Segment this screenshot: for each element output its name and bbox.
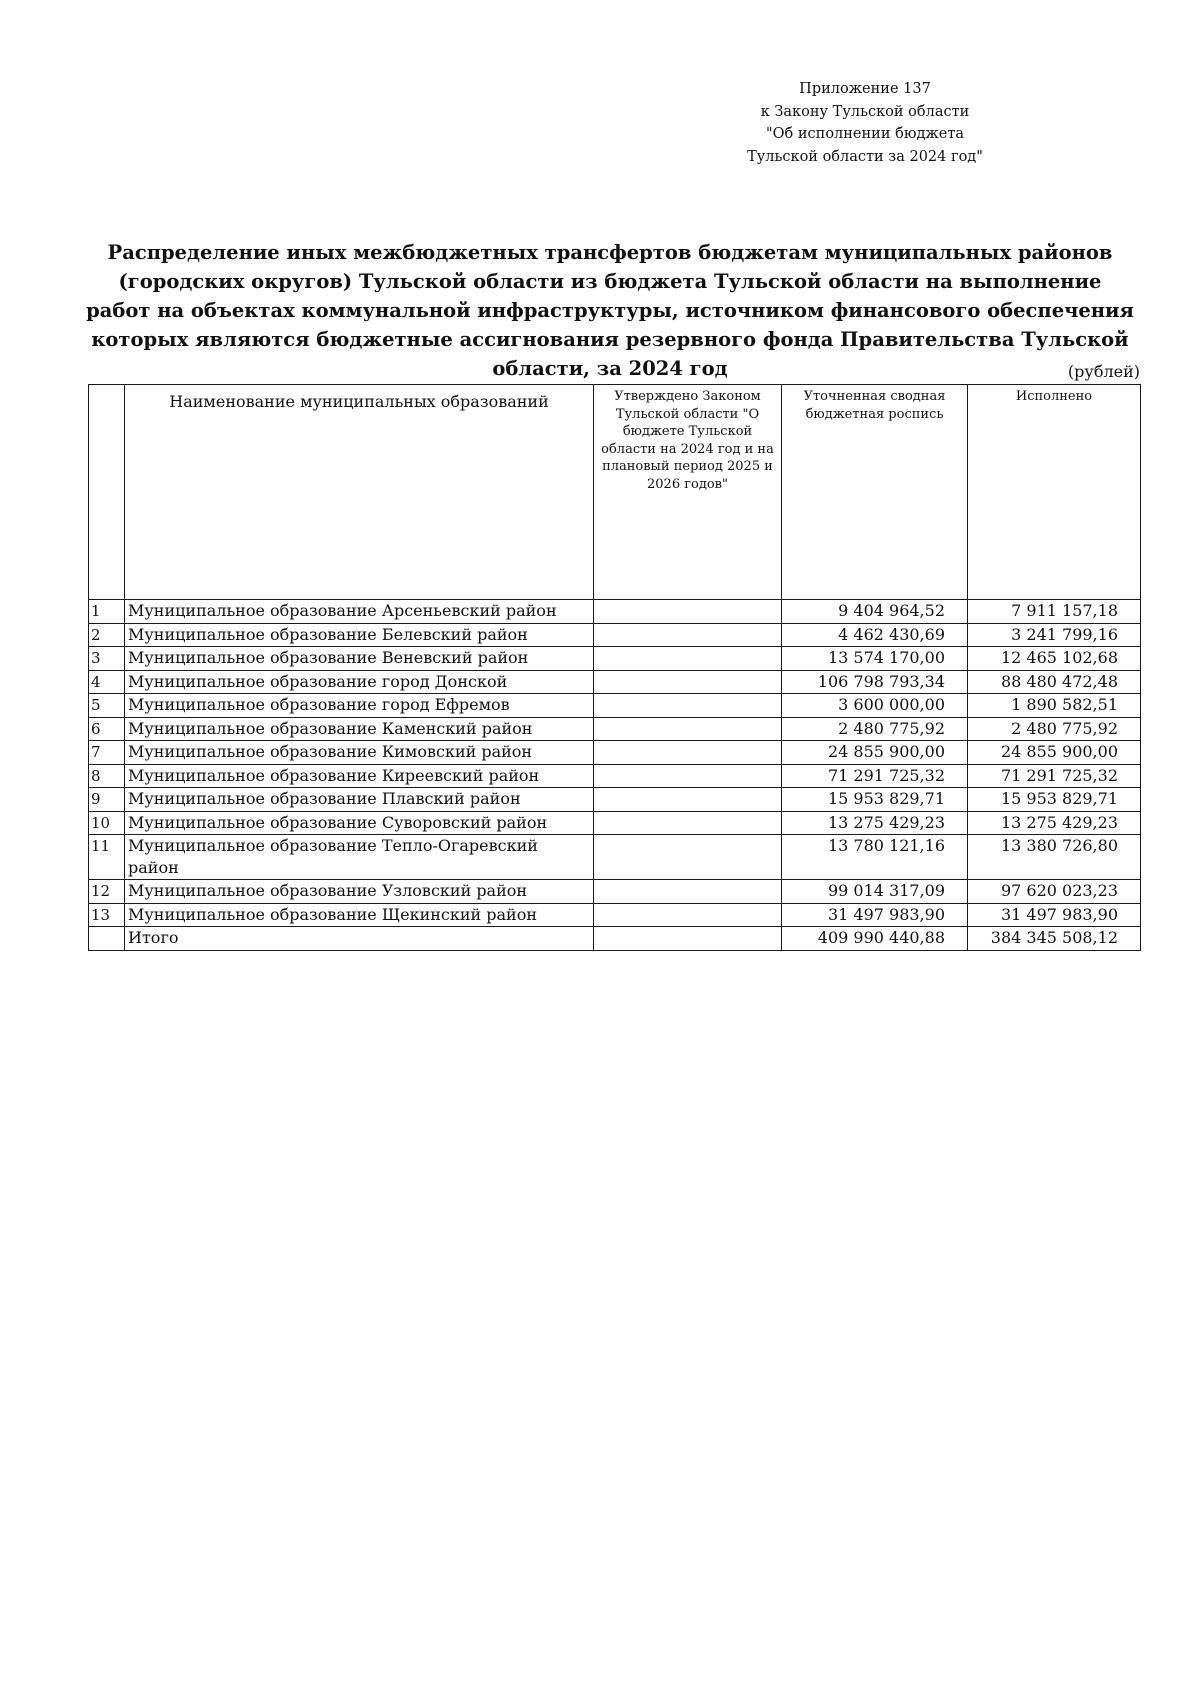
table-row bbox=[89, 717, 1141, 741]
row-number: 5 bbox=[89, 694, 125, 718]
municipality-name: Муниципальное образование Плавский район bbox=[125, 788, 594, 812]
municipality-name: Муниципальное образование Узловский район bbox=[125, 880, 594, 904]
header-name: Наименование муниципальных образований bbox=[125, 385, 594, 600]
refined-amount: 13 780 121,16 bbox=[782, 835, 968, 880]
table-row bbox=[89, 788, 1141, 812]
refined-amount: 13 574 170,00 bbox=[782, 647, 968, 671]
approved-amount bbox=[594, 741, 782, 765]
row-number: 1 bbox=[89, 600, 125, 624]
refined-amount: 2 480 775,92 bbox=[782, 717, 968, 741]
row-number: 13 bbox=[89, 903, 125, 927]
executed-amount: 2 480 775,92 bbox=[968, 717, 1141, 741]
table-row bbox=[89, 600, 1141, 624]
table-row bbox=[89, 903, 1141, 927]
appendix-line: Приложение 137 bbox=[799, 81, 931, 97]
refined-amount: 3 600 000,00 bbox=[782, 694, 968, 718]
table-row bbox=[89, 764, 1141, 788]
municipality-name: Муниципальное образование город Донской bbox=[125, 670, 594, 694]
appendix-line: Тульской области за 2024 год" bbox=[747, 148, 983, 165]
executed-amount: 12 465 102,68 bbox=[968, 647, 1141, 671]
executed-amount: 13 275 429,23 bbox=[968, 811, 1141, 835]
approved-amount bbox=[594, 647, 782, 671]
refined-amount: 71 291 725,32 bbox=[782, 764, 968, 788]
refined-amount: 13 275 429,23 bbox=[782, 811, 968, 835]
total-row bbox=[89, 927, 1141, 951]
header-refined: Уточненная сводная бюджетная роспись bbox=[782, 385, 968, 600]
header-approved: Утверждено Законом Тульской области "О бюджете Тульской области на 2024 год и на плановый период 2025 и 2026 годов" bbox=[594, 385, 782, 600]
municipality-name: Муниципальное образование город Ефремов bbox=[125, 694, 594, 718]
approved-amount bbox=[594, 811, 782, 835]
appendix-line: к Закону Тульской области bbox=[760, 103, 970, 120]
row-number: 11 bbox=[89, 835, 125, 880]
executed-amount: 88 480 472,48 bbox=[968, 670, 1141, 694]
municipality-name: Муниципальное образование Арсеньевский район bbox=[125, 600, 594, 624]
row-number: 10 bbox=[89, 811, 125, 835]
executed-amount: 24 855 900,00 bbox=[968, 741, 1141, 765]
row-number bbox=[89, 927, 125, 951]
row-number: 2 bbox=[89, 623, 125, 647]
executed-amount: 97 620 023,23 bbox=[968, 880, 1141, 904]
table-row bbox=[89, 741, 1141, 765]
table-row bbox=[89, 623, 1141, 647]
row-number: 6 bbox=[89, 717, 125, 741]
approved-amount bbox=[594, 694, 782, 718]
municipality-name: Муниципальное образование Щекинский район bbox=[125, 903, 594, 927]
header-executed: Исполнено bbox=[968, 385, 1141, 600]
row-number: 8 bbox=[89, 764, 125, 788]
approved-amount bbox=[594, 600, 782, 624]
appendix-block bbox=[700, 78, 1030, 168]
refined-amount: 15 953 829,71 bbox=[782, 788, 968, 812]
executed-amount: 15 953 829,71 bbox=[968, 788, 1141, 812]
executed-amount: 71 291 725,32 bbox=[968, 764, 1141, 788]
table-row bbox=[89, 880, 1141, 904]
appendix-line: "Об исполнении бюджета bbox=[765, 126, 964, 142]
row-number: 3 bbox=[89, 647, 125, 671]
table-header-row bbox=[89, 385, 1141, 600]
approved-amount bbox=[594, 903, 782, 927]
approved-amount bbox=[594, 623, 782, 647]
refined-amount: 4 462 430,69 bbox=[782, 623, 968, 647]
refined-amount: 99 014 317,09 bbox=[782, 880, 968, 904]
municipality-name: Итого bbox=[125, 927, 594, 951]
executed-amount: 1 890 582,51 bbox=[968, 694, 1141, 718]
approved-amount bbox=[594, 927, 782, 951]
row-number: 4 bbox=[89, 670, 125, 694]
approved-amount bbox=[594, 717, 782, 741]
approved-amount bbox=[594, 764, 782, 788]
executed-amount: 13 380 726,80 bbox=[968, 835, 1141, 880]
table-row bbox=[89, 647, 1141, 671]
table-row bbox=[89, 835, 1141, 880]
executed-amount: 384 345 508,12 bbox=[968, 927, 1141, 951]
executed-amount: 3 241 799,16 bbox=[968, 623, 1141, 647]
approved-amount bbox=[594, 880, 782, 904]
refined-amount: 409 990 440,88 bbox=[782, 927, 968, 951]
table-row bbox=[89, 811, 1141, 835]
municipality-name: Муниципальное образование Кимовский район bbox=[125, 741, 594, 765]
refined-amount: 106 798 793,34 bbox=[782, 670, 968, 694]
approved-amount bbox=[594, 788, 782, 812]
municipality-name: Муниципальное образование Веневский район bbox=[125, 647, 594, 671]
row-number: 9 bbox=[89, 788, 125, 812]
executed-amount: 7 911 157,18 bbox=[968, 600, 1141, 624]
row-number: 7 bbox=[89, 741, 125, 765]
refined-amount: 9 404 964,52 bbox=[782, 600, 968, 624]
approved-amount bbox=[594, 835, 782, 880]
document-title: Распределение иных межбюджетных трансфертов бюджетам муниципальных районов (городских округов) Тульской области из бюджета Тульской области на выполнение работ на объектах коммунальной инфраструктуры, источником финансового обеспечения которых являются бюджетные ассигнования резервного фонда Правительства Тульской области, за 2024 год bbox=[86, 241, 1134, 380]
row-number: 12 bbox=[89, 880, 125, 904]
units-label: (рублей) bbox=[1067, 362, 1140, 381]
municipality-name: Муниципальное образование Суворовский район bbox=[125, 811, 594, 835]
table-row bbox=[89, 694, 1141, 718]
header-num bbox=[89, 385, 125, 600]
refined-amount: 31 497 983,90 bbox=[782, 903, 968, 927]
municipality-name: Муниципальное образование Киреевский район bbox=[125, 764, 594, 788]
refined-amount: 24 855 900,00 bbox=[782, 741, 968, 765]
approved-amount bbox=[594, 670, 782, 694]
executed-amount: 31 497 983,90 bbox=[968, 903, 1141, 927]
municipality-name: Муниципальное образование Тепло-Огаревский район bbox=[125, 835, 594, 880]
transfers-table bbox=[88, 384, 1141, 951]
table-row bbox=[89, 670, 1141, 694]
municipality-name: Муниципальное образование Каменский район bbox=[125, 717, 594, 741]
municipality-name: Муниципальное образование Белевский район bbox=[125, 623, 594, 647]
